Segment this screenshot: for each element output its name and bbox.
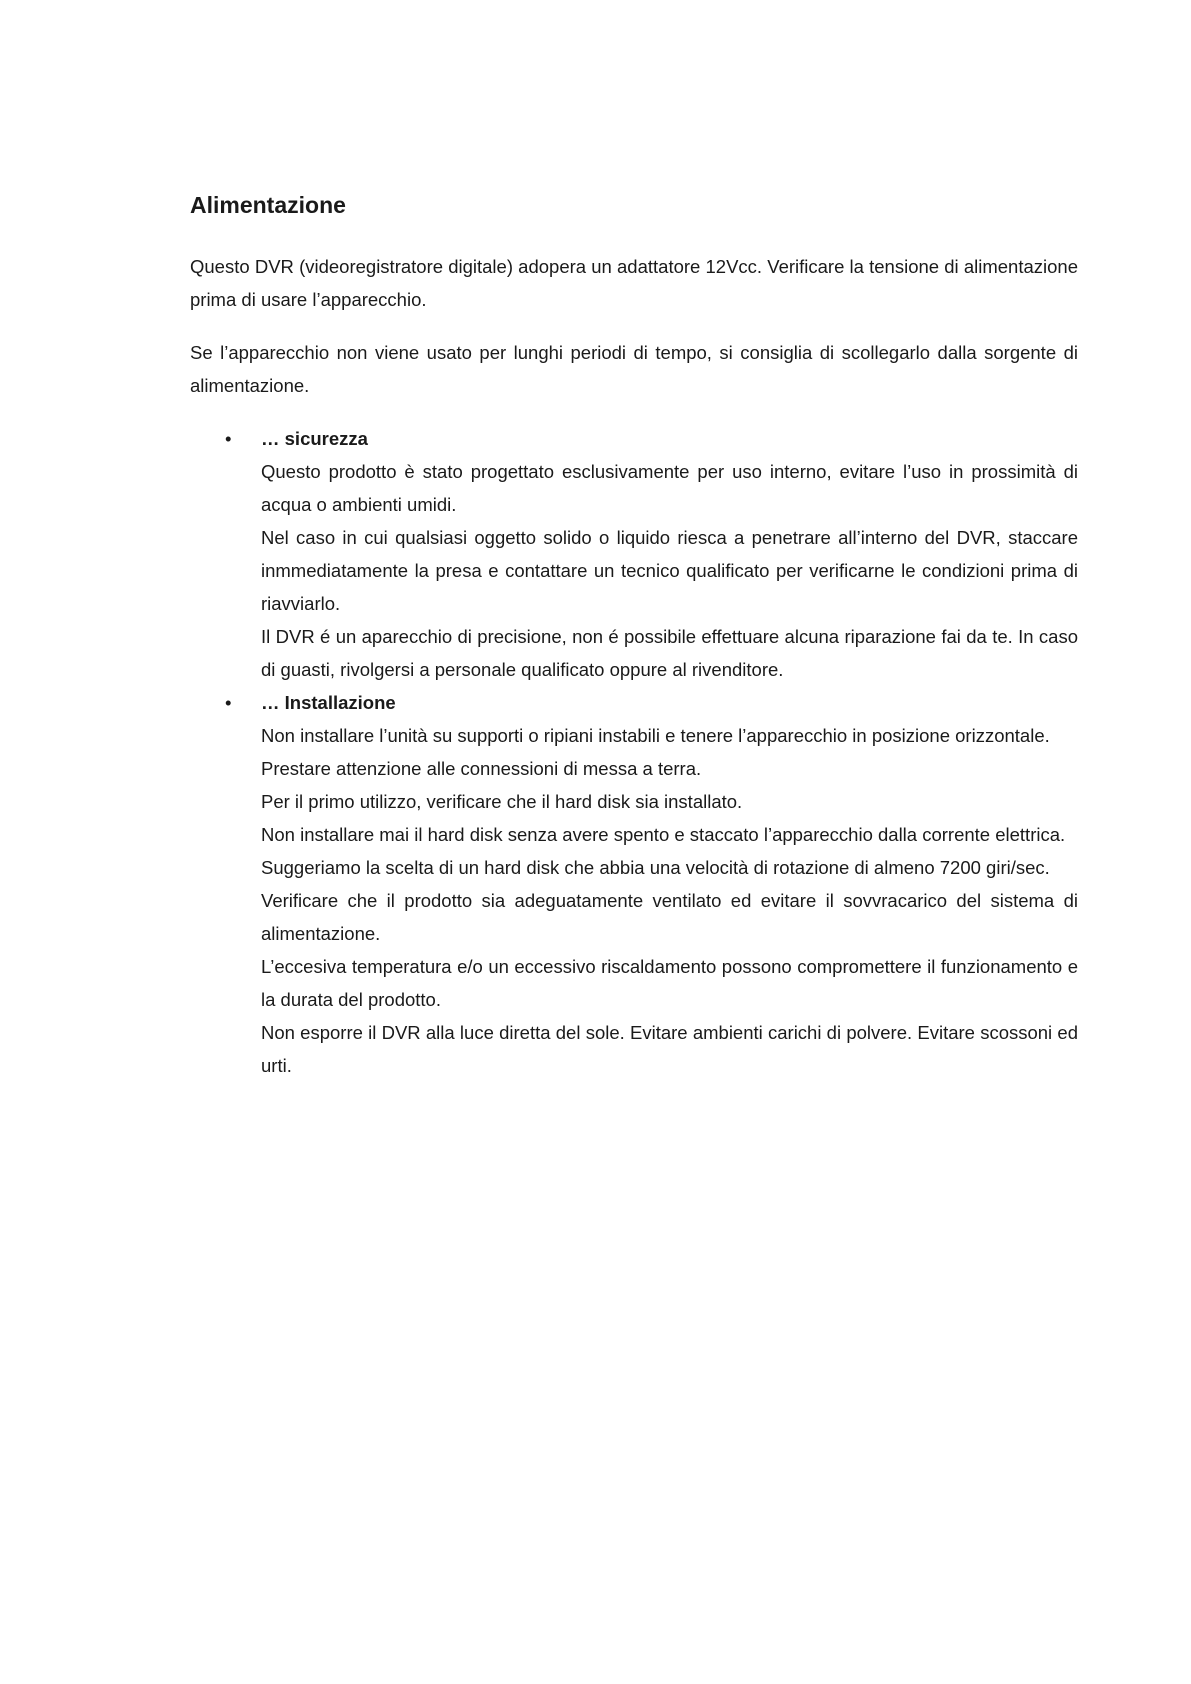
bullet-icon: •: [225, 692, 232, 713]
list-item-text: Non installare mai il hard disk senza avere spento e staccato l’apparecchio dalla corrente elettrica.: [261, 824, 1066, 845]
list-item-text: Questo prodotto è stato progettato esclusivamente per uso interno, evitare l’uso in prossimità di acqua o ambienti umidi.: [261, 461, 1078, 515]
bullet-icon: •: [225, 428, 232, 449]
list-item-text: Prestare attenzione alle connessioni di messa a terra.: [261, 758, 702, 779]
bullet-list: [190, 422, 1078, 1082]
list-item-text: Per il primo utilizzo, verificare che il hard disk sia installato.: [261, 791, 743, 812]
list-item-text: Verificare che il prodotto sia adeguatamente ventilato ed evitare il sovvracarico del sistema di alimentazione.: [261, 890, 1078, 944]
paragraph: Questo DVR (videoregistratore digitale) adopera un adattatore 12Vcc. Verificare la tensione di alimentazione prima di usare l’apparecchio.: [190, 256, 1078, 310]
paragraph: Se l’apparecchio non viene usato per lunghi periodi di tempo, si consiglia di scollegarlo dalla sorgente di alimentazione.: [190, 342, 1078, 396]
section-heading: Alimentazione: [190, 192, 346, 218]
list-item-text: Suggeriamo la scelta di un hard disk che abbia una velocità di rotazione di almeno 7200 giri/sec.: [261, 857, 1050, 878]
list-item-title: … sicurezza: [261, 428, 368, 449]
list-item-text: Non installare l’unità su supporti o ripiani instabili e tenere l’apparecchio in posizione orizzontale.: [261, 725, 1050, 746]
list-item-text: Il DVR é un aparecchio di precisione, non é possibile effettuare alcuna riparazione fai da te. In caso di guasti, rivolgersi a personale qualificato oppure al rivenditore.: [261, 626, 1078, 680]
list-item-sicurezza: [190, 422, 1078, 686]
list-item-title: … Installazione: [261, 692, 396, 713]
document-content: [190, 190, 1078, 1082]
list-item-text: L’eccesiva temperatura e/o un eccessivo riscaldamento possono compromettere il funzionamento e la durata del prodotto.: [261, 956, 1078, 1010]
list-item-installazione: [190, 686, 1078, 1082]
list-item-text: Non esporre il DVR alla luce diretta del sole. Evitare ambienti carichi di polvere. Evitare scossoni ed urti.: [261, 1022, 1078, 1076]
list-item-text: Nel caso in cui qualsiasi oggetto solido o liquido riesca a penetrare all’interno del DVR, staccare inmmediatamente la presa e contattare un tecnico qualificato per verificarne le condizioni prima di riavviarlo.: [261, 527, 1078, 614]
